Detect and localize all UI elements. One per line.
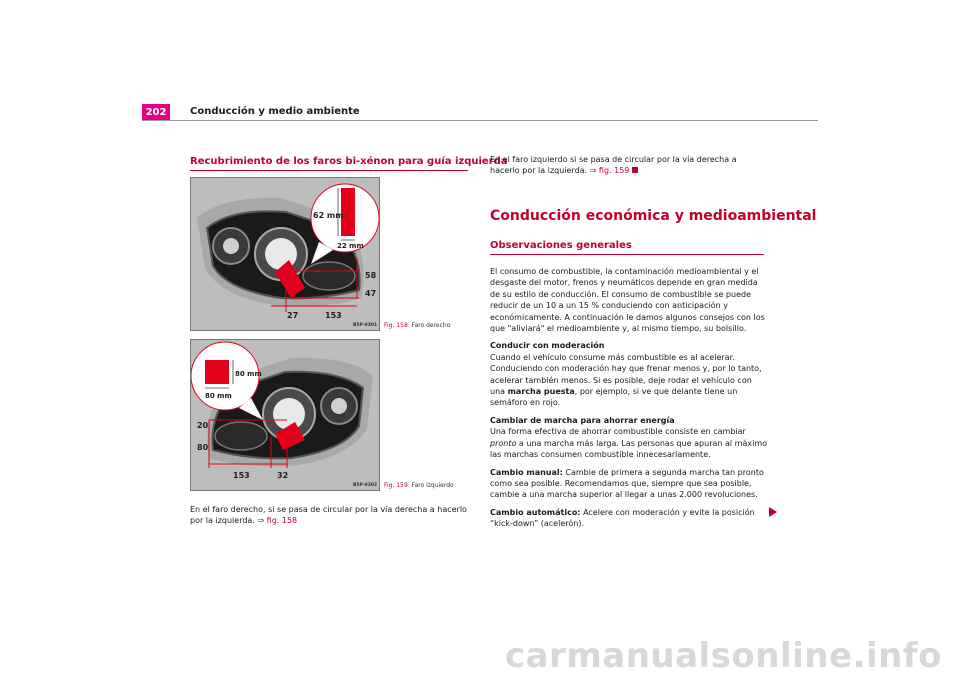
label-32: 32 <box>277 471 289 480</box>
label-27: 27 <box>287 311 299 320</box>
sub-heading-rule <box>490 254 764 255</box>
sub-heading: Observaciones generales <box>490 240 632 251</box>
watermark: carmanualsonline.info <box>504 636 942 676</box>
header-rule <box>142 120 818 121</box>
paragraph-consumo: El consumo de combustible, la contaminación medioambiental y el desgaste del motor, frenos y neumáticos depende en gran medida de su estilo de conducción. El consumo de combustible se puede reducir de un 10 a un 15 % conduciendo con anticipación y económicamente. A continuación le damos algunos consejos con los que "aliviará" el medioambiente y, al mismo tiempo, su bolsillo. <box>490 267 765 334</box>
headlight-right-illustration <box>191 178 379 330</box>
figure-159 <box>190 339 380 491</box>
caption-159: Fig. 159 Faro izquierdo <box>384 482 454 489</box>
label-80mm-vertical: 80 mm <box>235 370 262 378</box>
label-62mm: 62 mm <box>313 211 344 220</box>
figure-158 <box>190 177 380 331</box>
left-heading-rule <box>190 170 468 171</box>
left-heading: Recubrimiento de los faros bi-xénon para guía izquierda <box>190 156 508 167</box>
fig159-link[interactable]: ⇒ fig. 159 <box>589 166 630 176</box>
main-heading: Conducción económica y medioambiental <box>490 208 817 224</box>
caption-158: Fig. 158 Faro derecho <box>384 322 451 329</box>
left-paragraph: En el faro derecho, si se pasa de circular por la vía derecha a hacerlo por la izquierda. ⇒ fig. 158 <box>190 505 467 526</box>
page-number: 202 <box>142 104 170 120</box>
paragraph-automatico: Cambio automático: Acelere con moderación y evite la posición “kick-down” (acelerón). <box>490 507 755 529</box>
label-80: 80 <box>197 443 209 452</box>
label-58: 58 <box>365 271 377 280</box>
figure-code: B5P-0301 <box>353 323 378 328</box>
label-153: 153 <box>325 311 342 320</box>
heading-moderacion: Conducir con moderación <box>490 341 605 351</box>
right-body <box>490 266 768 536</box>
headlight-left-illustration <box>191 340 379 490</box>
end-mark-icon <box>632 167 638 173</box>
figure-code: B5P-0302 <box>353 483 378 488</box>
heading-cambiar: Cambiar de marcha para ahorrar energía <box>490 415 675 425</box>
label-47: 47 <box>365 289 377 298</box>
label-80mm-horizontal: 80 mm <box>205 392 232 400</box>
next-page-arrow-icon[interactable] <box>769 507 777 517</box>
label-20: 20 <box>197 421 209 430</box>
label-22mm: 22 mm <box>337 242 364 250</box>
paragraph-cambiar: Una forma efectiva de ahorrar combustible consiste en cambiar pronto a una marcha más larga. Las personas que apuran al máximo las marchas consumen combustible innecesariamente. <box>490 427 768 460</box>
fig158-link[interactable]: ⇒ fig. 158 <box>257 516 298 526</box>
right-intro: En el faro izquierdo si se pasa de circular por la vía derecha a hacerlo por la izquierda. ⇒ fig. 159 <box>490 155 737 176</box>
label-153: 153 <box>233 471 250 480</box>
paragraph-manual: Cambio manual: Cambie de primera a segunda marcha tan pronto como sea posible. Recomendamos que, siempre que sea posible, cambie a una marcha superior al llegar a unas 2.000 revoluciones. <box>490 467 764 500</box>
section-title: Conducción y medio ambiente <box>190 106 360 117</box>
paragraph-moderacion: Cuando el vehículo consume más combustible es al acelerar. Conduciendo con moderación hay que frenar menos y, por lo tanto, acelerar también menos. Si es posible, deje rodar el vehículo con una marcha puesta, por ejemplo, si ve que delante tiene un semáforo en rojo. <box>490 352 762 408</box>
